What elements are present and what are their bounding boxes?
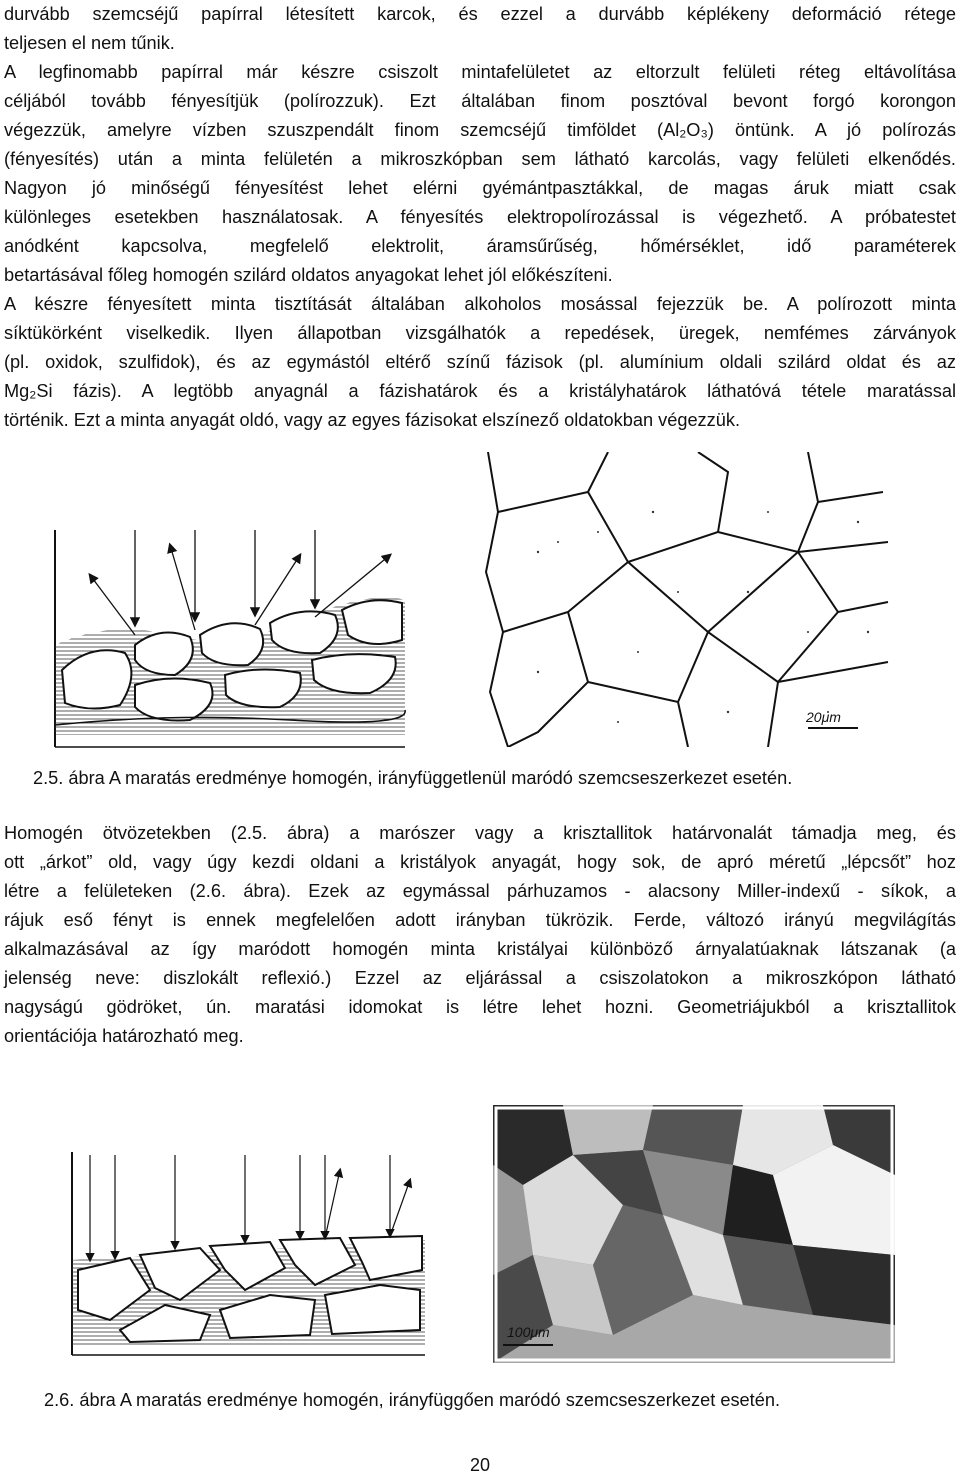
text-line: rájuk eső fényt is ennek megfelelően adott irányban tükrözik. Ferde, változó irányú megvilágítás [4,910,956,930]
shaded-grain-micrograph [493,1105,895,1363]
text-line: nagyságú gödröket, ún. maratási idomokat is létre lehet hozni. Geometriájukból a krisztallitok [4,997,956,1017]
grain-boundary-micrograph [478,452,890,747]
text-line: durvább szemcséjű papírral létesített karcok, és ezzel a durvább képlékeny deformáció rétege [4,4,956,24]
figure-2-5-schematic [50,525,410,750]
grain-section-diagram [50,525,410,750]
text-line: (pl. oxidok, szulfidok), és az egymástól eltérő színű fázisok (pl. alumínium oldali szilárd oldat és az [4,352,956,372]
text-line: végezzük, amelyre vízben szuszpendált finom szemcséjű timföldet (Al₂O₃) öntünk. A jó polírozás [4,120,956,140]
scale-label: 100μm [507,1324,550,1340]
text-line: síktükörként viselkedik. Ilyen állapotban vizsgálhatók a repedések, üregek, nemfémes zárványok [4,323,956,343]
text-line: Mg₂Si fázis). A legtöbb anyagnál a fázishatárok és a kristályhatárok láthatóvá tétele maratással [4,381,956,401]
figure-2-5-micrograph [478,452,890,747]
figure-2-6-micrograph [493,1105,895,1363]
text-line: jelenség neve: diszlokált reflexió.) Ezzel az eljárással a csiszolatokon a mikroszkópon látható [4,968,956,988]
paragraph-etching [4,819,956,1051]
figure-2-6-schematic [70,1150,430,1360]
text-line: történik. Ezt a minta anyagát oldó, vagy az egyes fázisokat elszínező oldatokban végezzük. [4,410,741,430]
stepped-grain-diagram [70,1150,430,1360]
text-line: betartásával főleg homogén szilárd oldatos anyagokat lehet jól előkészíteni. [4,265,613,285]
text-line: anódként kapcsolva, megfelelő elektrolit, áramsűrűség, hőmérséklet, idő paraméterek [4,236,956,256]
text-line: céljából tovább fényesítjük (polírozzuk). Ezt általában finom posztóval bevont forgó korongon [4,91,956,111]
text-line: létre a felületeken (2.6. ábra). Ezek az egymással párhuzamos - alacsony Miller-indexű - síkok, a [4,881,956,901]
page-number: 20 [469,1455,491,1475]
figure-2-5-caption: 2.5. ábra A maratás eredménye homogén, irányfüggetlenül maródó szemcseszerkezet esetén. [33,768,793,788]
scale-label: 20μm [806,709,841,725]
text-line: A legfinomabb papírral már készre csiszolt mintafelületet az eltorzult felületi réteg eltávolítása [4,62,956,82]
text-line: ott „árkot” old, vagy úgy kezdi oldani a kristályok anyagát, hogy sok, de apró méretű „lépcsőt” hoz [4,852,956,872]
text-line: teljesen el nem tűnik. [4,33,175,53]
text-line: Nagyon jó minőségű fényesítést lehet elérni gyémántpasztákkal, de magas áruk miatt csak [4,178,956,198]
text-line: különleges esetekben használatosak. A fényesítés elektropolírozással is végezhető. A próbatestet [4,207,956,227]
text-line: A készre fényesített minta tisztítását általában alkoholos mosással fejezzük be. A polírozott minta [4,294,956,314]
paragraph-polishing [4,0,956,435]
figure-2-6-caption: 2.6. ábra A maratás eredménye homogén, irányfüggően maródó szemcseszerkezet esetén. [44,1390,780,1410]
text-line: alkalmazásával az így maródott homogén minta kristályai különböző árnyalatúaknak látszanak (a [4,939,956,959]
text-line: orientációja határozható meg. [4,1026,244,1046]
text-line: Homogén ötvözetekben (2.5. ábra) a marószer vagy a krisztallitok határvonalát támadja meg, és [4,823,956,843]
text-line: (fényesítés) után a minta felületén a mikroszkópban sem látható karcolás, vagy felületi elkenődés. [4,149,956,169]
